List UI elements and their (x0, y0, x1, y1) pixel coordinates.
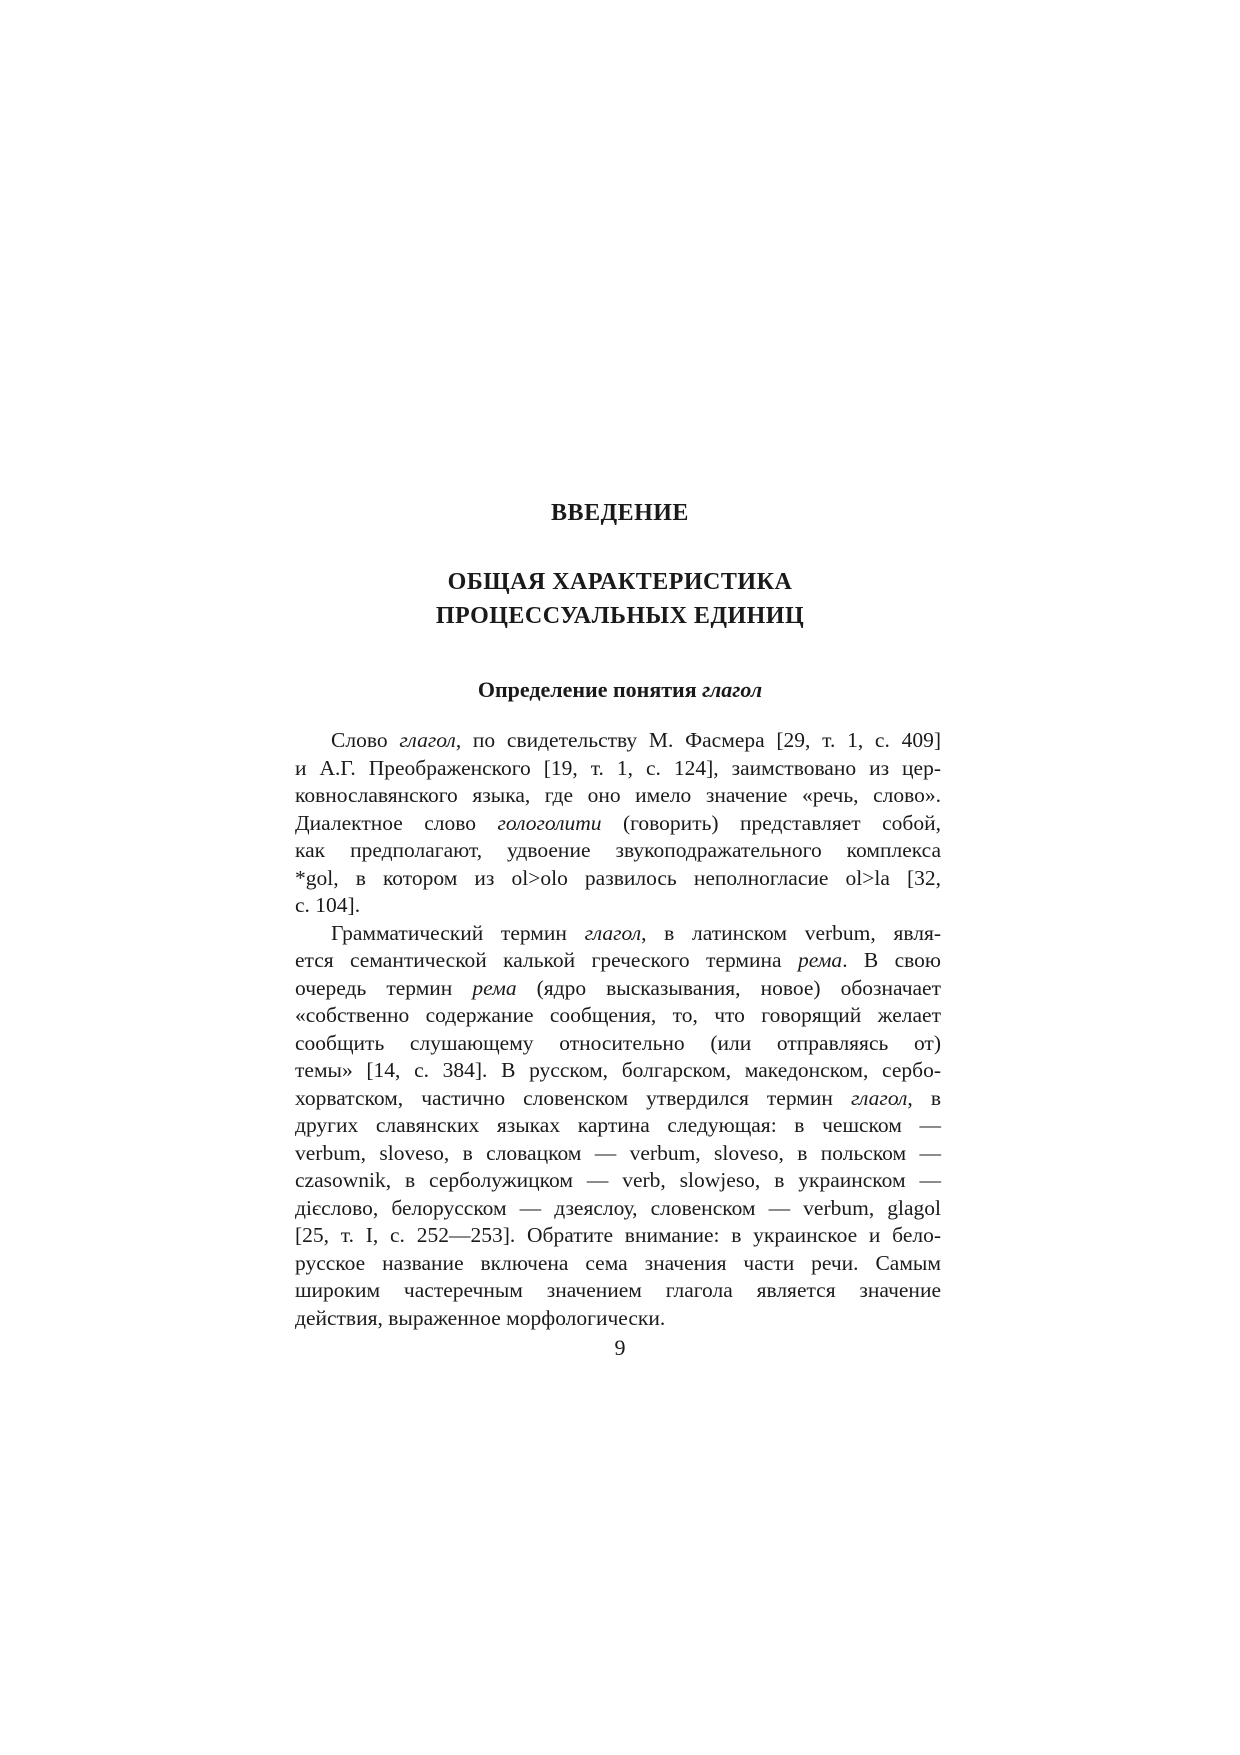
text-line (295, 1085, 941, 1113)
text-segment: очередь термин (295, 975, 473, 1000)
text-line (295, 1250, 941, 1278)
body-text (295, 727, 941, 1332)
text-segment: сообщить слушающему относительно (или отправляясь от) (295, 1030, 941, 1055)
text-line (295, 865, 941, 893)
text-line (295, 1002, 941, 1030)
text-segment: русское название включена сема значения части речи. Самым (295, 1250, 941, 1275)
italic-term: глагол (850, 1085, 908, 1110)
text-segment: как предполагают, удвоение звукоподражательного комплекса (295, 838, 941, 862)
paragraph-1 (295, 727, 941, 920)
text-line (295, 892, 941, 920)
text-segment: действия, выраженное морфологически. (295, 1305, 666, 1330)
text-line (295, 1167, 941, 1195)
text-segment: Слово (331, 728, 400, 752)
text-line (295, 1222, 941, 1250)
text-segment: и А.Г. Преображенского [19, т. 1, с. 124], заимствовано из цер- (295, 755, 941, 780)
italic-term: рема (472, 975, 517, 1000)
text-line (295, 727, 941, 755)
text-segment: ковнославянского языка, где оно имело значение «речь, слово». (295, 783, 941, 807)
text-segment: (ядро высказывания, новое) обозначает (516, 975, 941, 1000)
text-segment: с. 104]. (295, 893, 361, 917)
text-segment: темы» [14, с. 384]. В русском, болгарском, македонском, сербо- (295, 1058, 941, 1082)
text-segment: [25, т. I, с. 252—253]. Обратите внимание: в украинское и бело- (295, 1223, 941, 1247)
text-segment: , в (907, 1085, 941, 1110)
page-number: 9 (614, 1335, 626, 1360)
text-segment: дієслово, белорусском — дзеяслоу, словенском — verbum, glagol (295, 1195, 941, 1220)
text-segment: *gol, в котором из ol>olo развилось неполногласие ol>la [32, (295, 865, 941, 890)
text-segment: ется семантической калькой греческого термина (295, 948, 798, 972)
subsection-heading (0, 677, 1240, 703)
italic-term: глагол (399, 728, 456, 752)
text-segment: . В свою (842, 948, 941, 972)
text-line (295, 947, 941, 975)
text-line (295, 1195, 941, 1223)
text-line (295, 975, 941, 1003)
text-segment: хорватском, частично словенском утвердился термин (295, 1085, 851, 1110)
text-segment: (говорить) представляет собой, (601, 810, 941, 835)
italic-term: гологолити (497, 810, 602, 835)
paragraph-2 (295, 920, 941, 1333)
text-segment: Грамматический термин (331, 920, 585, 945)
italic-term: рема (797, 948, 843, 972)
subsection-heading-term: глагол (702, 677, 763, 702)
text-segment: «собственно содержание сообщения, то, что говорящий желает (295, 1003, 941, 1027)
text-segment: , по свидетельству М. Фасмера [29, т. 1, с. 409] (455, 728, 941, 752)
text-segment: verbum, sloveso, в словацком — verbum, sloveso, в польском — (295, 1140, 941, 1165)
text-line (295, 1305, 941, 1333)
text-segment: других славянских языках картина следующая: в чешском — (295, 1113, 941, 1137)
section-title (0, 565, 1240, 633)
text-line (295, 1057, 941, 1085)
subsection-heading-text: Определение понятия (477, 677, 697, 702)
text-line (295, 1140, 941, 1168)
italic-term: глагол (584, 920, 642, 945)
text-line (295, 1030, 941, 1058)
text-segment: Диалектное слово (295, 810, 498, 835)
text-line (295, 810, 941, 838)
text-line (295, 920, 941, 948)
section-title-line-2: ПРОЦЕССУАЛЬНЫХ ЕДИНИЦ (435, 603, 805, 629)
text-line (295, 837, 941, 865)
text-segment: , в латинском verbum, явля- (641, 920, 941, 945)
text-line (295, 1277, 941, 1305)
section-title-line-1: ОБЩАЯ ХАРАКТЕРИСТИКА (447, 569, 793, 595)
text-segment: широким частеречным значением глагола является значение (295, 1278, 941, 1302)
chapter-heading: ВВЕДЕНИЕ (551, 500, 689, 526)
text-line (295, 1112, 941, 1140)
text-line (295, 782, 941, 810)
text-segment: czasownik, в серболужицком — verb, slowjeso, в украинском — (295, 1168, 941, 1192)
text-line (295, 755, 941, 783)
